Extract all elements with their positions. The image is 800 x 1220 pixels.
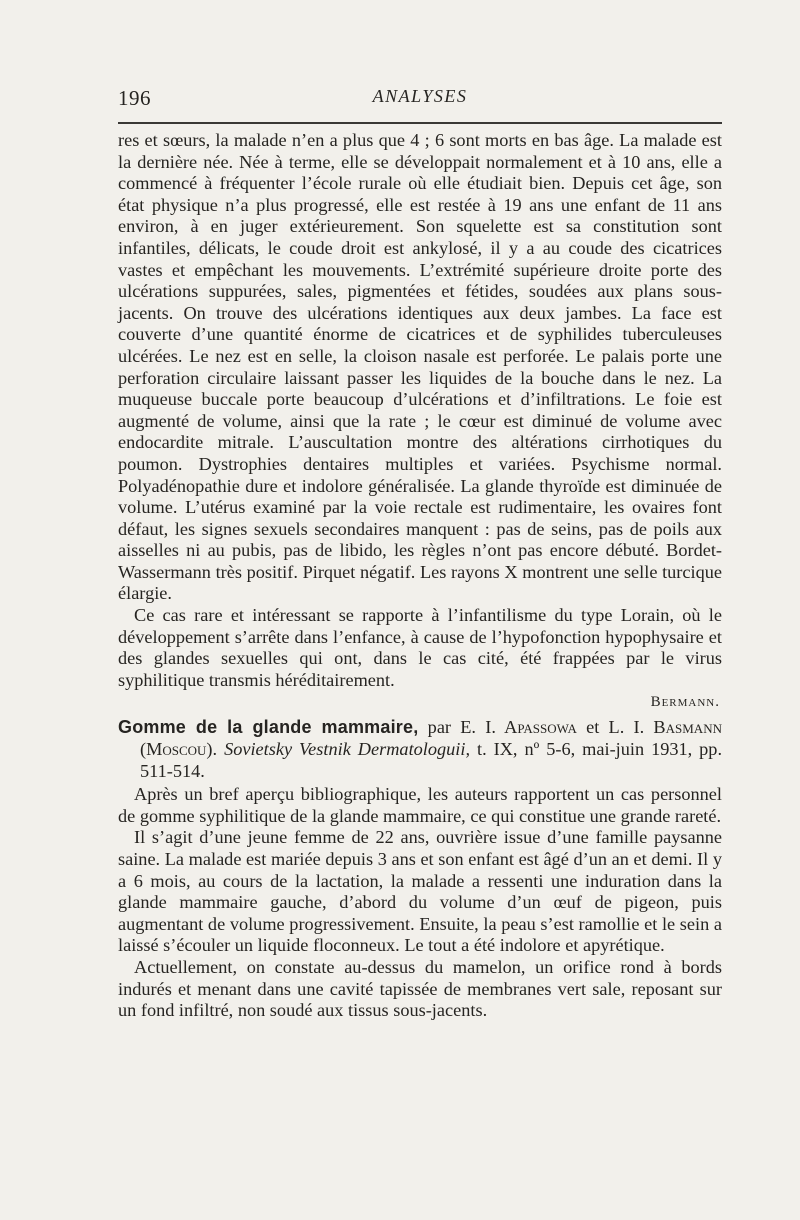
article2-and: et bbox=[586, 717, 600, 738]
page-header bbox=[118, 86, 722, 116]
article2-author-1: E. I. Apassowa bbox=[460, 717, 577, 738]
article2-author-2: L. I. Basmann bbox=[608, 717, 722, 738]
article2-paragraph-1: Après un bref aperçu bibliographique, les auteurs rapportent un cas personnel de gomme syphilitique de la glande mammaire, ce qui constitue une grande rareté. bbox=[118, 784, 722, 826]
article1-paragraph-1: res et sœurs, la malade n’en a plus que 4 ; 6 sont morts en bas âge. La malade est la dernière née. Née à terme, elle se développait normalement et à 10 ans, elle a commencé à fréquenter l’école rurale où elle étudiait bien. Depuis cet âge, son état physique n’a plus progressé, elle est restée à 19 ans une enfant de 11 ans environ, à en juger extérieurement. Son squelette est sa constitution sont infantiles, délicats, le coude droit est ankylosé, il y a au coude des cicatrices vastes et empêchant les mouvements. L’extrémité supérieure droite porte des ulcérations suppurées, sales, pigmentées et fétides, soudées aux plans sous-jacents. On trouve des ulcérations identiques aux deux jambes. La face est couverte d’une quantité énorme de cicatrices et de syphilides tuberculeuses ulcérées. Le nez est en selle, la cloison nasale est perforée. Le palais porte une perforation circulaire laissant passer les liquides de la bouche dans le nez. La muqueuse buccale porte beaucoup d’ulcérations et d’infiltrations. Le foie est augmenté de volume, ainsi que la rate ; le cœur est diminué de volume avec endocardite mitrale. L’auscultation montre des altérations cirrhotiques du poumon. Dystrophies dentaires multiples et variées. Psychisme normal. Polyadénopathie dure et indolore généralisée. La glande thyroïde est diminuée de volume. L’utérus examiné par la voie rectale est rudimentaire, les ovaires font défaut, les signes sexuels secondaires manquent : pas de seins, pas de poils aux aisselles ni au pubis, pas de libido, les règles n’ont pas encore débuté. Bordet-Wassermann très positif. Pirquet négatif. Les rayons X montrent une selle turcique élargie. bbox=[118, 130, 722, 604]
article2-heading bbox=[118, 717, 722, 782]
running-head: ANALYSES bbox=[372, 86, 468, 106]
article2-paragraph-2: Il s’agit d’une jeune femme de 22 ans, ouvrière issue d’une famille paysanne saine. La malade est mariée depuis 3 ans et son enfant est âgé d’un an et demi. Il y a 6 mois, au cours de la lactation, la malade a ressenti une induration dans la glande mammaire gauche, d’abord du volume d’un œuf de pigeon, puis augmentant de volume progressivement. Ensuite, la peau s’est ramollie et le sein a laissé s’écouler un liquide floconneux. Le tout a été indolore et apyrétique. bbox=[118, 827, 722, 956]
header-rule bbox=[118, 122, 722, 124]
article2-journal: Sovietsky Vestnik Dermatologuii, bbox=[224, 739, 471, 760]
article1-paragraph-2: Ce cas rare et intéressant se rapporte à l’infantilisme du type Lorain, où le développement s’arrête dans l’enfance, à cause de l’hypofonction hypophysaire et des glandes sexuelles qui ont, dans le cas cité, été frappées par le virus syphilitique transmis héréditairement. bbox=[118, 605, 722, 690]
article2-title: Gomme de la glande mammaire, bbox=[118, 717, 419, 738]
article1-signature: Bermann. bbox=[650, 694, 720, 711]
article2-city: (Moscou). bbox=[140, 739, 218, 760]
page-number: 196 bbox=[118, 86, 151, 110]
article2-citation: t. IX, nº 5-6, mai-juin 1931, pp. 511-514. bbox=[140, 739, 723, 781]
article2-paragraph-3: Actuellement, on constate au-dessus du mamelon, un orifice rond à bords indurés et menant dans une cavité tapissée de membranes vert sale, reposant sur un fond infiltré, non soudé aux tissus sous-jacents. bbox=[118, 956, 722, 1021]
article2-by: par bbox=[427, 717, 452, 738]
body-text bbox=[118, 130, 722, 1022]
